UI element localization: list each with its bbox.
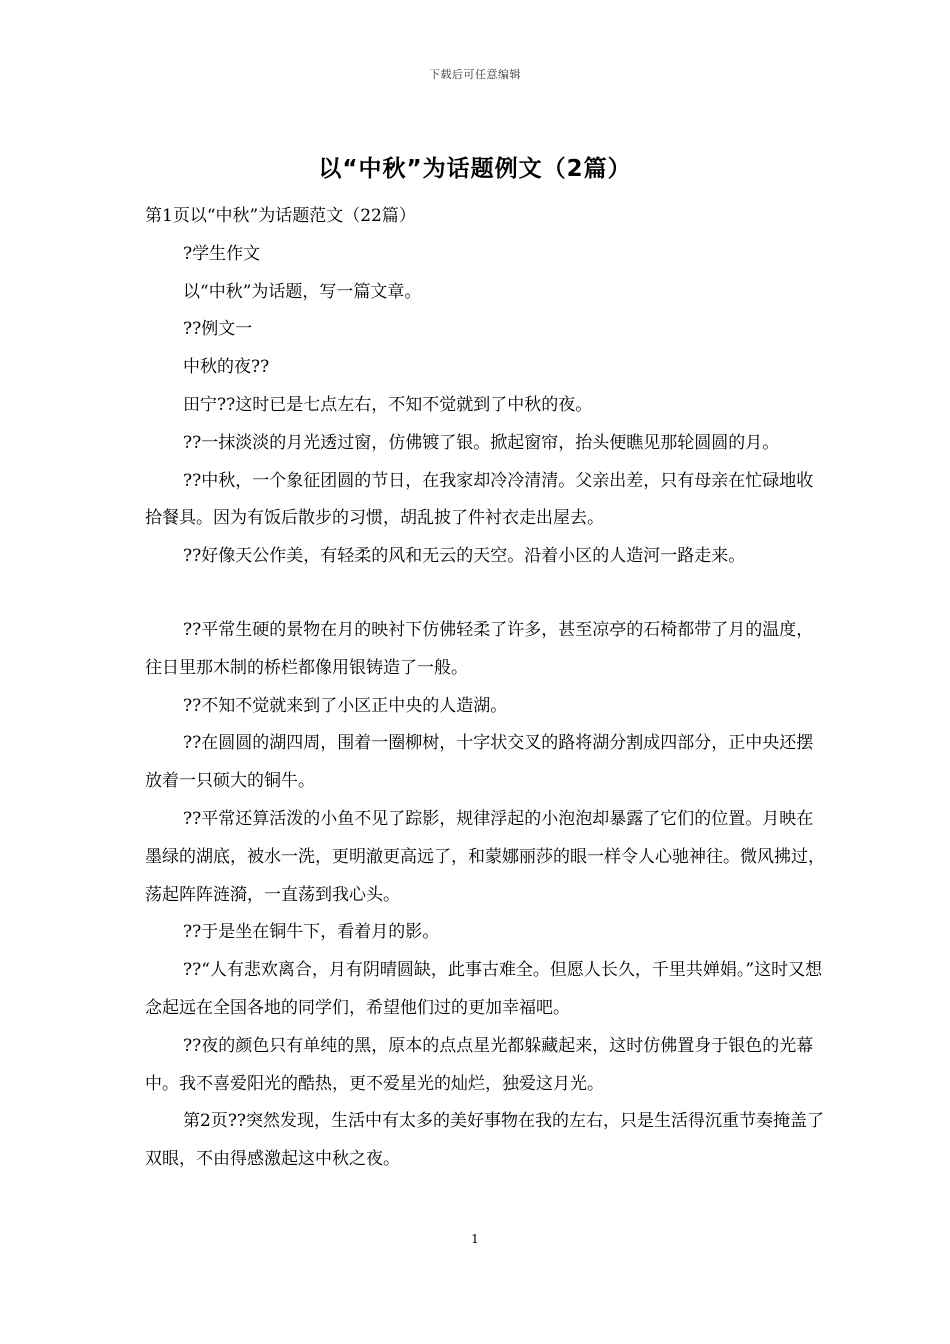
paragraph: ??一抹淡淡的月光透过窗，仿佛镀了银。掀起窗帘，抬头便瞧见那轮圆圆的月。	[183, 432, 780, 453]
paragraph-spacer	[145, 576, 827, 612]
paragraph: ??中秋，一个象征团圆的节日，在我家却冷冷清清。父亲出差，只有母亲在忙碌地收拾餐具。因为有饭后散步的习惯，胡乱披了件衬衣走出屋去。	[145, 470, 814, 529]
document-title: 以“中秋”为话题例文（2篇）	[318, 156, 632, 182]
paragraph: ??好像天公作美，有轻柔的风和无云的天空。沿着小区的人造河一路走来。	[183, 546, 746, 567]
paragraph: ??于是坐在铜牛下，看着月的影。	[183, 922, 440, 943]
paragraph: 第2页??突然发现，生活中有太多的美好事物在我的左右，只是生活得沉重节奏掩盖了双眼，不由得感激起这中秋之夜。	[145, 1111, 825, 1170]
paragraph: ??平常还算活泼的小鱼不见了踪影，规律浮起的小泡泡却暴露了它们的位置。月映在墨绿的湖底，被水一洗，更明澈更高远了，和蒙娜丽莎的眼一样令人心驰神往。微风拂过，荡起阵阵涟漪，一直荡到我心头。	[145, 808, 825, 905]
page-header: 下载后可任意编辑	[429, 68, 521, 81]
paragraph-category: ?学生作文	[183, 243, 261, 264]
paragraph: ??在圆圆的湖四周，围着一圈柳树，十字状交叉的路将湖分割成四部分，正中央还摆放着一只硕大的铜牛。	[145, 733, 814, 792]
paragraph-author-line: 田宁??这时已是七点左右，不知不觉就到了中秋的夜。	[183, 394, 593, 415]
paragraph: ??夜的颜色只有单纯的黑，原本的点点星光都躲藏起来，这时仿佛置身于银色的光幕中。我不喜爱阳光的酷热，更不爱星光的灿烂，独爱这月光。	[145, 1035, 814, 1094]
document-body	[145, 198, 827, 1179]
paragraph: ??平常生硬的景物在月的映衬下仿佛轻柔了许多，甚至凉亭的石椅都带了月的温度，往日里那木制的桥栏都像用银铸造了一般。	[145, 619, 814, 678]
page-number: 1	[471, 1232, 479, 1246]
paragraph: ??“人有悲欢离合，月有阴晴圆缺，此事古难全。但愿人长久，千里共婵娟。”这时又想念起远在全国各地的同学们，希望他们过的更加幸福吧。	[145, 960, 823, 1018]
paragraph: ??不知不觉就来到了小区正中央的人造湖。	[183, 695, 508, 716]
paragraph-example-label: ??例文一	[183, 319, 253, 340]
paragraph-prompt: 以“中秋”为话题，写一篇文章。	[183, 281, 422, 302]
paragraph-source-line: 第1页以“中秋”为话题范文（22篇）	[145, 206, 416, 226]
paragraph-essay-title: 中秋的夜??	[183, 357, 270, 378]
